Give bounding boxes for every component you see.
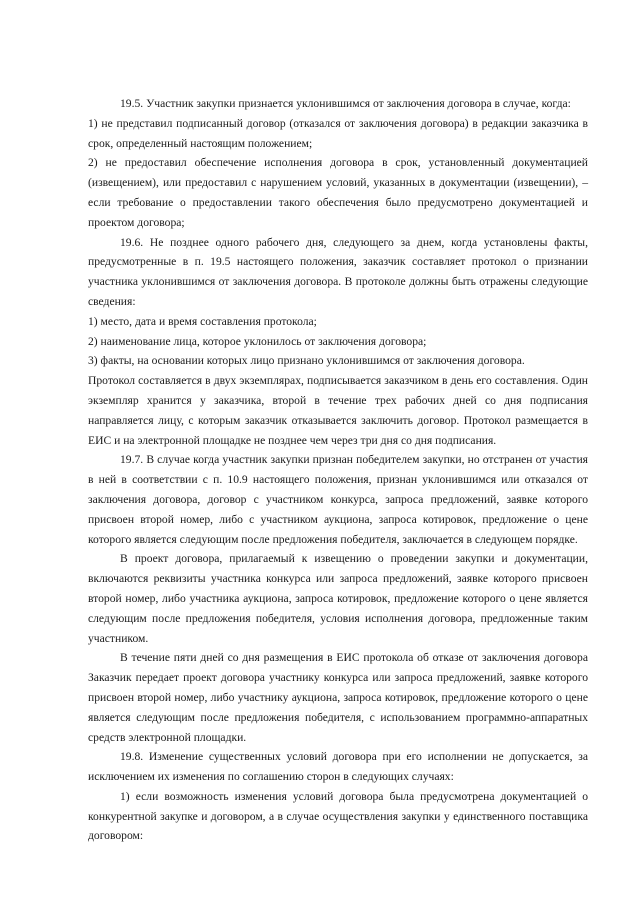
paragraph-19-7: 19.7. В случае когда участник закупки признан победителем закупки, но отстранен от участия в ней в соответствии с п. 10.9 настоящего положения, признан уклонившимся или отказался от заключения договора, договор с участником конкурса, запроса предложений, заявке которого присвоен второй номер, либо с участником аукциона, запроса котировок, предложение о цене которого является следующим после предложения победителя, заключается в следующем порядке. [88,453,588,546]
paragraph-19-7-transfer: В течение пяти дней со дня размещения в ЕИС протокола об отказе от заключения договора Заказчик передает проект договора участнику конкурса или запроса предложений, заявке которого присвоен второй номер, либо участнику аукциона, запроса котировок, предложение которого о цене является следующим после предложения победителя, с использованием программно-аппаратных средств электронной площадки. [88,651,588,744]
paragraph-19-7-draft: В проект договора, прилагаемый к извещению о проведении закупки и документации, включаются реквизиты участника конкурса или запроса предложений, заявке которого присвоен второй номер, либо участника аукциона, запроса котировок, предложение которого о цене является следующим после предложения победителя, условия исполнения договора, предложенные таким участником. [88,552,588,645]
document-body [88,94,588,846]
list-item-19-6-3: 3) факты, на основании которых лицо признано уклонившимся от заключения договора. [88,354,525,368]
list-item-19-8-1: 1) если возможность изменения условий договора была предусмотрена документацией о конкурентной закупке и договором, а в случае осуществления закупки у единственного поставщика договором: [88,789,588,843]
paragraph-19-5: 19.5. Участник закупки признается уклонившимся от заключения договора в случае, когда: [120,97,571,110]
paragraph-19-6: 19.6. Не позднее одного рабочего дня, следующего за днем, когда установлены факты, предусмотренные в п. 19.5 настоящего положения, заказчик составляет протокол о признании участника уклонившимся от заключения договора. В протоколе должны быть отражены следующие сведения: [88,235,588,308]
list-item-19-6-2: 2) наименование лица, которое уклонилось от заключения договора; [88,334,427,348]
paragraph-protocol: Протокол составляется в двух экземплярах, подписывается заказчиком в день его составления. Один экземпляр хранится у заказчика, второй в течение трех рабочих дней со дня подписания направляется лицу, с которым заказчик отказывается заключить договор. Протокол размещается в ЕИС и на электронной площадке не позднее чем через три дня со дня подписания. [88,374,588,447]
list-item-19-6-1: 1) место, дата и время составления протокола; [88,314,317,328]
list-item-19-5-1: 1) не представил подписанный договор (отказался от заключения договора) в редакции заказчика в срок, определенный настоящим положением; [88,116,588,150]
paragraph-19-8: 19.8. Изменение существенных условий договора при его исполнении не допускается, за исключением их изменения по соглашению сторон в следующих случаях: [88,750,588,784]
list-item-19-5-2: 2) не предоставил обеспечение исполнения договора в срок, установленный документацией (извещением), или предоставил с нарушением условий, указанных в документации (извещении), – если требование о предоставлении такого обеспечения было предусмотрено документацией и проектом договора; [88,156,588,229]
